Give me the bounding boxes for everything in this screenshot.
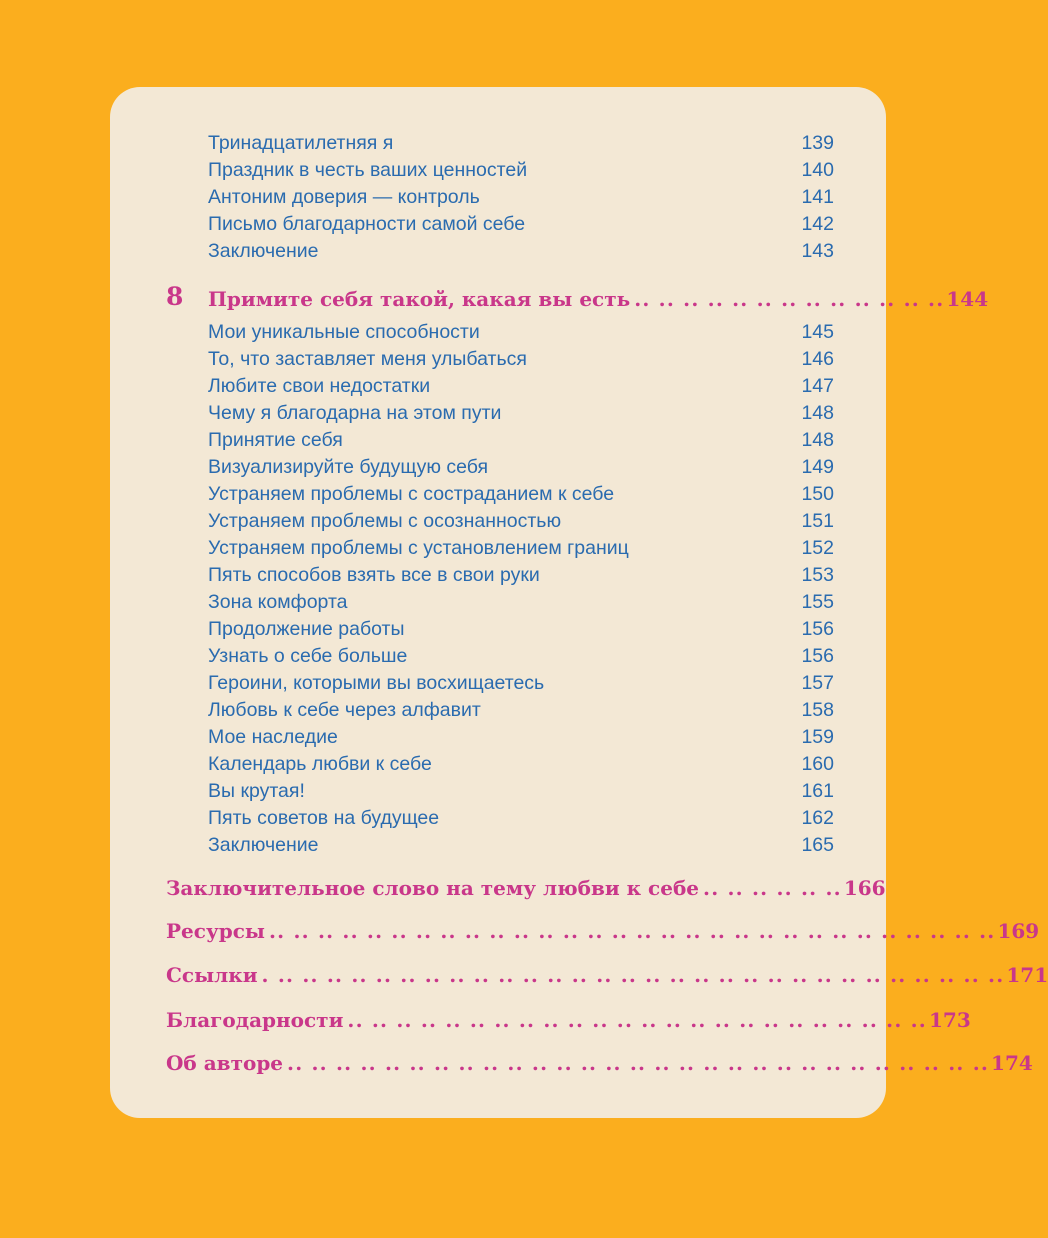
- toc-entry[interactable]: [208, 130, 834, 157]
- toc-entry-page: 160: [801, 753, 834, 775]
- section-heading[interactable]: [166, 1047, 1033, 1079]
- toc-entry-title: Пять советов на будущее: [208, 807, 440, 829]
- toc-entry[interactable]: [208, 400, 834, 427]
- toc-entry-title: То, что заставляет меня улыбаться: [208, 348, 527, 370]
- toc-entry-page: 156: [801, 618, 834, 640]
- toc-entry-page: 162: [801, 807, 834, 829]
- toc-entry-page: 152: [801, 537, 834, 559]
- toc-entry-page: 146: [801, 348, 834, 370]
- toc-entry-title: Визуализируйте будущую себя: [208, 456, 489, 478]
- toc-entry-page: 161: [801, 780, 834, 802]
- toc-entry-title: Вы крутая!: [208, 780, 305, 802]
- toc-entry-page: 157: [801, 672, 834, 694]
- dot-leader: .. .. .. .. .. .. .. .. .. .. .. .. ..: [634, 287, 945, 311]
- toc-entry-page: 153: [801, 564, 834, 586]
- toc-entry[interactable]: [208, 562, 834, 589]
- toc-entry-page: 149: [801, 456, 834, 478]
- chapter-page: 144: [946, 287, 989, 311]
- toc-entry-page: 148: [801, 429, 834, 451]
- section-page: 166: [843, 876, 886, 900]
- toc-entry[interactable]: [208, 724, 834, 751]
- toc-entry[interactable]: [208, 157, 834, 184]
- toc-card: [110, 87, 1048, 1118]
- chapter-number: 8: [166, 282, 184, 311]
- toc-entry-page: 151: [801, 510, 834, 532]
- toc-entry-page: 158: [801, 699, 834, 721]
- toc-entry[interactable]: [208, 832, 834, 859]
- toc-entry-page: 156: [801, 645, 834, 667]
- toc-entry[interactable]: [208, 616, 834, 643]
- toc-entry-page: 140: [801, 159, 834, 181]
- toc-entry[interactable]: [208, 211, 834, 238]
- toc-entry[interactable]: [208, 589, 834, 616]
- toc-entry-title: Тринадцатилетняя я: [208, 132, 394, 154]
- dot-leader: .. .. .. .. .. .. .. .. .. .. .. .. .. .. .. .. .. .. .. .. .. .. .. .. .. .. .. .. ..: [287, 1051, 990, 1075]
- dot-leader: .. .. .. .. .. ..: [703, 876, 842, 900]
- toc-entry[interactable]: [208, 778, 834, 805]
- toc-entry-title: Чему я благодарна на этом пути: [208, 402, 502, 424]
- toc-entry[interactable]: [208, 319, 834, 346]
- toc-entry-title: Принятие себя: [208, 429, 343, 451]
- chapter-title: Примите себя такой, какая вы есть: [208, 287, 631, 311]
- toc-entry-page: 159: [801, 726, 834, 748]
- toc-entry-page: 143: [801, 240, 834, 262]
- toc-entry[interactable]: [208, 184, 834, 211]
- section-title: Об авторе: [166, 1051, 284, 1075]
- toc-entry-page: 145: [801, 321, 834, 343]
- toc-entry-page: 139: [801, 132, 834, 154]
- section-heading[interactable]: [166, 915, 1040, 947]
- dot-leader: .. .. .. .. .. .. .. .. .. .. .. .. .. .. .. .. .. .. .. .. .. .. .. .. .. .. .. .. .. ..: [268, 919, 996, 943]
- toc-entry[interactable]: [208, 427, 834, 454]
- toc-entry[interactable]: [208, 238, 834, 265]
- section-page: 171: [1006, 963, 1048, 987]
- section-page: 173: [928, 1008, 971, 1032]
- section-page: 174: [991, 1051, 1033, 1075]
- toc-entry-title: Продолжение работы: [208, 618, 405, 640]
- toc-entry-title: Устраняем проблемы с состраданием к себе: [208, 483, 615, 505]
- toc-entry-title: Письмо благодарности самой себе: [208, 213, 526, 235]
- toc-entry-title: Мои уникальные способности: [208, 321, 480, 343]
- section-heading[interactable]: [166, 1004, 971, 1036]
- toc-entry[interactable]: [208, 751, 834, 778]
- section-title: Благодарности: [166, 1008, 344, 1032]
- toc-entry-title: Любовь к себе через алфавит: [208, 699, 481, 721]
- toc-entry[interactable]: [208, 373, 834, 400]
- toc-entry-title: Узнать о себе больше: [208, 645, 408, 667]
- toc-entry[interactable]: [208, 643, 834, 670]
- toc-entry-title: Праздник в честь ваших ценностей: [208, 159, 528, 181]
- toc-entry-title: Календарь любви к себе: [208, 753, 432, 775]
- section-heading[interactable]: [166, 872, 886, 904]
- section-heading[interactable]: [166, 959, 1048, 991]
- toc-entry[interactable]: [208, 805, 834, 832]
- toc-entry-title: Заключение: [208, 834, 319, 856]
- toc-entry-page: 142: [801, 213, 834, 235]
- toc-entry[interactable]: [208, 508, 834, 535]
- toc-entry-title: Устраняем проблемы с осознанностью: [208, 510, 562, 532]
- toc-entry-page: 155: [801, 591, 834, 613]
- dot-leader: . .. .. .. .. .. .. .. .. .. .. .. .. .. .. .. .. .. .. .. .. .. .. .. .. .. .. .. .. .. ..: [261, 963, 1005, 987]
- toc-entry-title: Героини, которыми вы восхищаетесь: [208, 672, 545, 694]
- toc-entry-title: Зона комфорта: [208, 591, 348, 613]
- toc-entry-title: Пять способов взять все в свои руки: [208, 564, 540, 586]
- toc-entry[interactable]: [208, 481, 834, 508]
- toc-entry-page: 141: [801, 186, 834, 208]
- toc-entry[interactable]: [208, 346, 834, 373]
- toc-entry[interactable]: [208, 697, 834, 724]
- toc-entry-page: 165: [801, 834, 834, 856]
- toc-entry-page: 150: [801, 483, 834, 505]
- toc-entry[interactable]: [208, 535, 834, 562]
- toc-entry-title: Мое наследие: [208, 726, 338, 748]
- section-title: Заключительное слово на тему любви к себе: [166, 876, 700, 900]
- section-title: Ресурсы: [166, 919, 265, 943]
- toc-entry[interactable]: [208, 454, 834, 481]
- toc-entry-page: 147: [801, 375, 834, 397]
- toc-entry-page: 148: [801, 402, 834, 424]
- section-title: Ссылки: [166, 963, 258, 987]
- section-page: 169: [997, 919, 1040, 943]
- chapter-heading[interactable]: [208, 283, 989, 315]
- dot-leader: .. .. .. .. .. .. .. .. .. .. .. .. .. .. .. .. .. .. .. .. .. .. .. ..: [347, 1008, 927, 1032]
- toc-entry-title: Устраняем проблемы с установлением границ: [208, 537, 629, 559]
- toc-entry-title: Антоним доверия — контроль: [208, 186, 480, 208]
- toc-entry[interactable]: [208, 670, 834, 697]
- toc-entry-title: Любите свои недостатки: [208, 375, 431, 397]
- toc-entry-title: Заключение: [208, 240, 319, 262]
